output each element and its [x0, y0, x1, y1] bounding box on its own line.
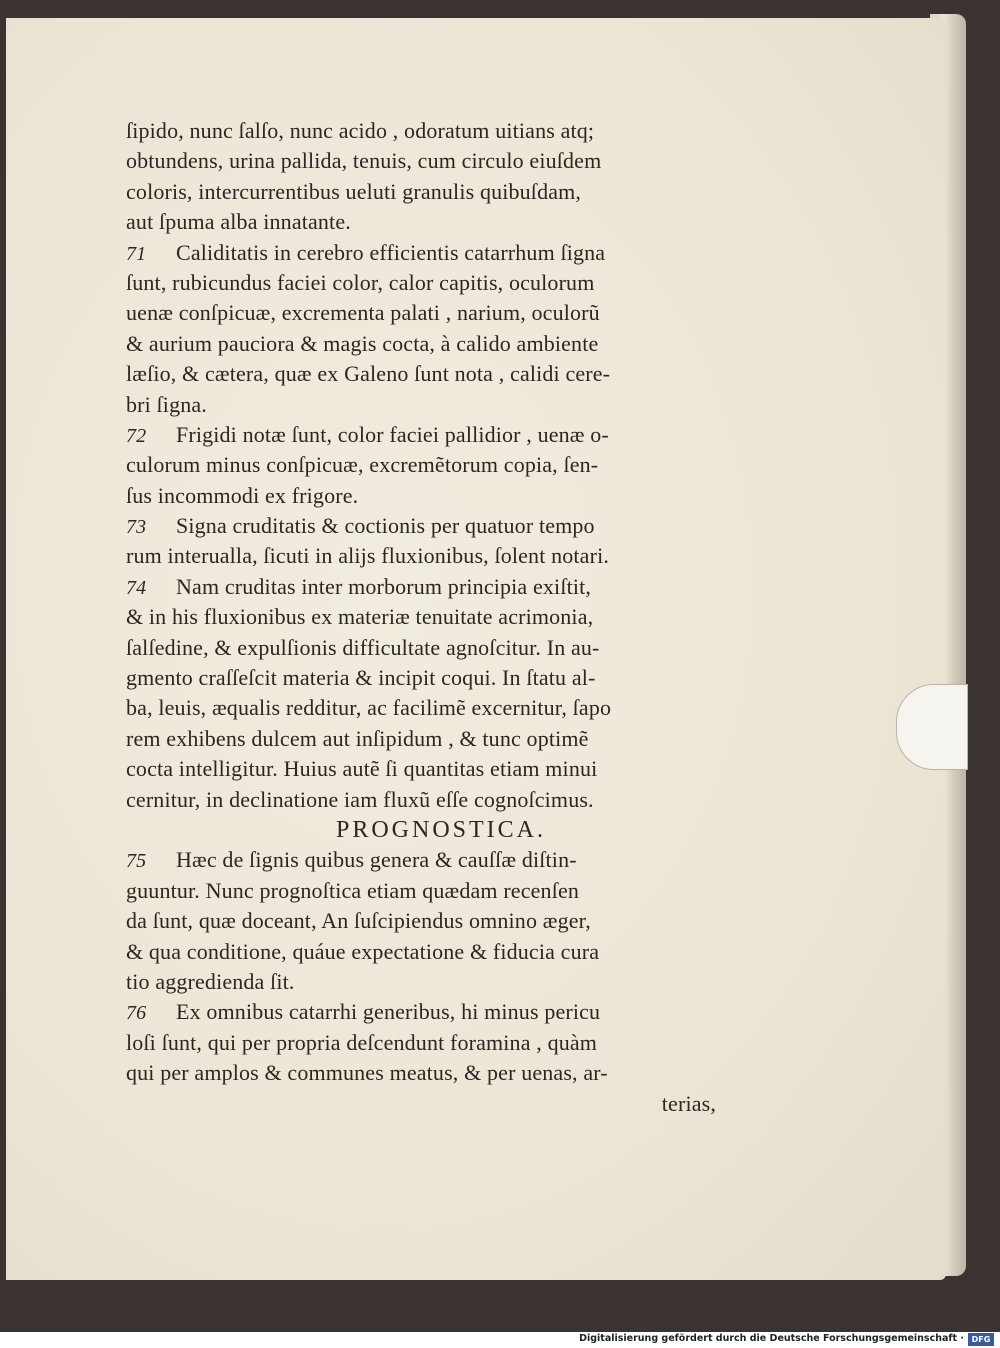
text-line: coloris, intercurrentibus ueluti granulis quibuſdam,: [126, 178, 582, 204]
text-line: ſus incommodi ex frigore.: [126, 482, 359, 508]
text-line: ſipido, nunc ſalſo, nunc acido , odoratum uitians atq;: [126, 118, 595, 143]
section-number: 73: [126, 516, 147, 539]
text-line: da ſunt, quæ doceant, An ſuſcipiendus omnino æger,: [126, 908, 591, 934]
text-line: culorum minus conſpicuæ, excremẽtorum copia, ſen-: [126, 452, 599, 478]
text-line: 71 Caliditatis in cerebro efficientis catarrhum ſigna: [126, 238, 716, 268]
text-line: ba, leuis, æqualis redditur, ac facilimẽ excernitur, ſapo: [126, 695, 612, 721]
text-line: guuntur. Nunc prognoſtica etiam quædam recenſen: [126, 877, 580, 903]
text-line: ſunt, rubicundus faciei color, calor capitis, oculorum: [126, 269, 595, 295]
text-line: tio aggredienda ſit.: [126, 968, 295, 994]
text-line: bri ſigna.: [126, 391, 207, 417]
footer-credit: Digitalisierung gefördert durch die Deutsche Forschungsgemeinschaft ·: [579, 1333, 964, 1344]
text-line: 76 Ex omnibus catarrhi generibus, hi minus pericu: [126, 997, 716, 1027]
section-heading: PROGNOSTICA.: [335, 816, 547, 843]
text-line: 75 Hæc de ſignis quibus genera & cauſſæ diſtin-: [126, 845, 716, 875]
bookmark-tab: [896, 684, 968, 770]
dfg-logo[interactable]: DFG: [968, 1333, 994, 1346]
text-line: obtundens, urina pallida, tenuis, cum circulo eiuſdem: [126, 148, 602, 174]
text-line: & in his fluxionibus ex materiæ tenuitate acrimonia,: [126, 604, 594, 630]
catchword: terias,: [661, 1090, 716, 1116]
footer-bar: [0, 1332, 1000, 1348]
text-line: 73 Signa cruditatis & coctionis per quatuor tempo: [126, 511, 716, 541]
text-line: rum interualla, ſicuti in alijs fluxionibus, ſolent notari.: [126, 543, 609, 569]
text-line: qui per amplos & communes meatus, & per uenas, ar-: [126, 1060, 608, 1086]
section-number: 75: [126, 850, 147, 873]
text-line: rem exhibens dulcem aut inſipidum , & tunc optimẽ: [126, 725, 589, 751]
text-line: & aurium pauciora & magis cocta, à calido ambiente: [126, 330, 599, 356]
text-line: 72 Frigidi notæ ſunt, color faciei pallidior , uenæ o-: [126, 420, 716, 450]
section-number: 71: [126, 242, 147, 265]
section-number: 74: [126, 576, 147, 599]
text-line: 74 Nam cruditas inter morborum principia exiſtit,: [126, 572, 716, 602]
page-text: [126, 116, 716, 1119]
text-line: gmento craſſeſcit materia & incipit coqui. In ſtatu al-: [126, 665, 596, 691]
text-line: ſalſedine, & expulſionis difficultate agnoſcitur. In au-: [126, 634, 600, 660]
text-line: loſi ſunt, qui per propria deſcendunt foramina , quàm: [126, 1029, 598, 1055]
text-line: uenæ conſpicuæ, excrementa palati , narium, oculorũ: [126, 300, 600, 326]
text-line: & qua conditione, quáue expectatione & fiducia cura: [126, 938, 600, 964]
text-line: cernitur, in declinatione iam fluxũ eſſe cognoſcimus.: [126, 786, 594, 812]
text-line: aut ſpuma alba innatante.: [126, 209, 351, 235]
section-number: 76: [126, 1002, 147, 1025]
section-number: 72: [126, 424, 147, 447]
text-line: cocta intelligitur. Huius autẽ ſi quantitas etiam minui: [126, 756, 598, 782]
text-line: læſio, & cætera, quæ ex Galeno ſunt nota , calidi cere-: [126, 361, 611, 387]
